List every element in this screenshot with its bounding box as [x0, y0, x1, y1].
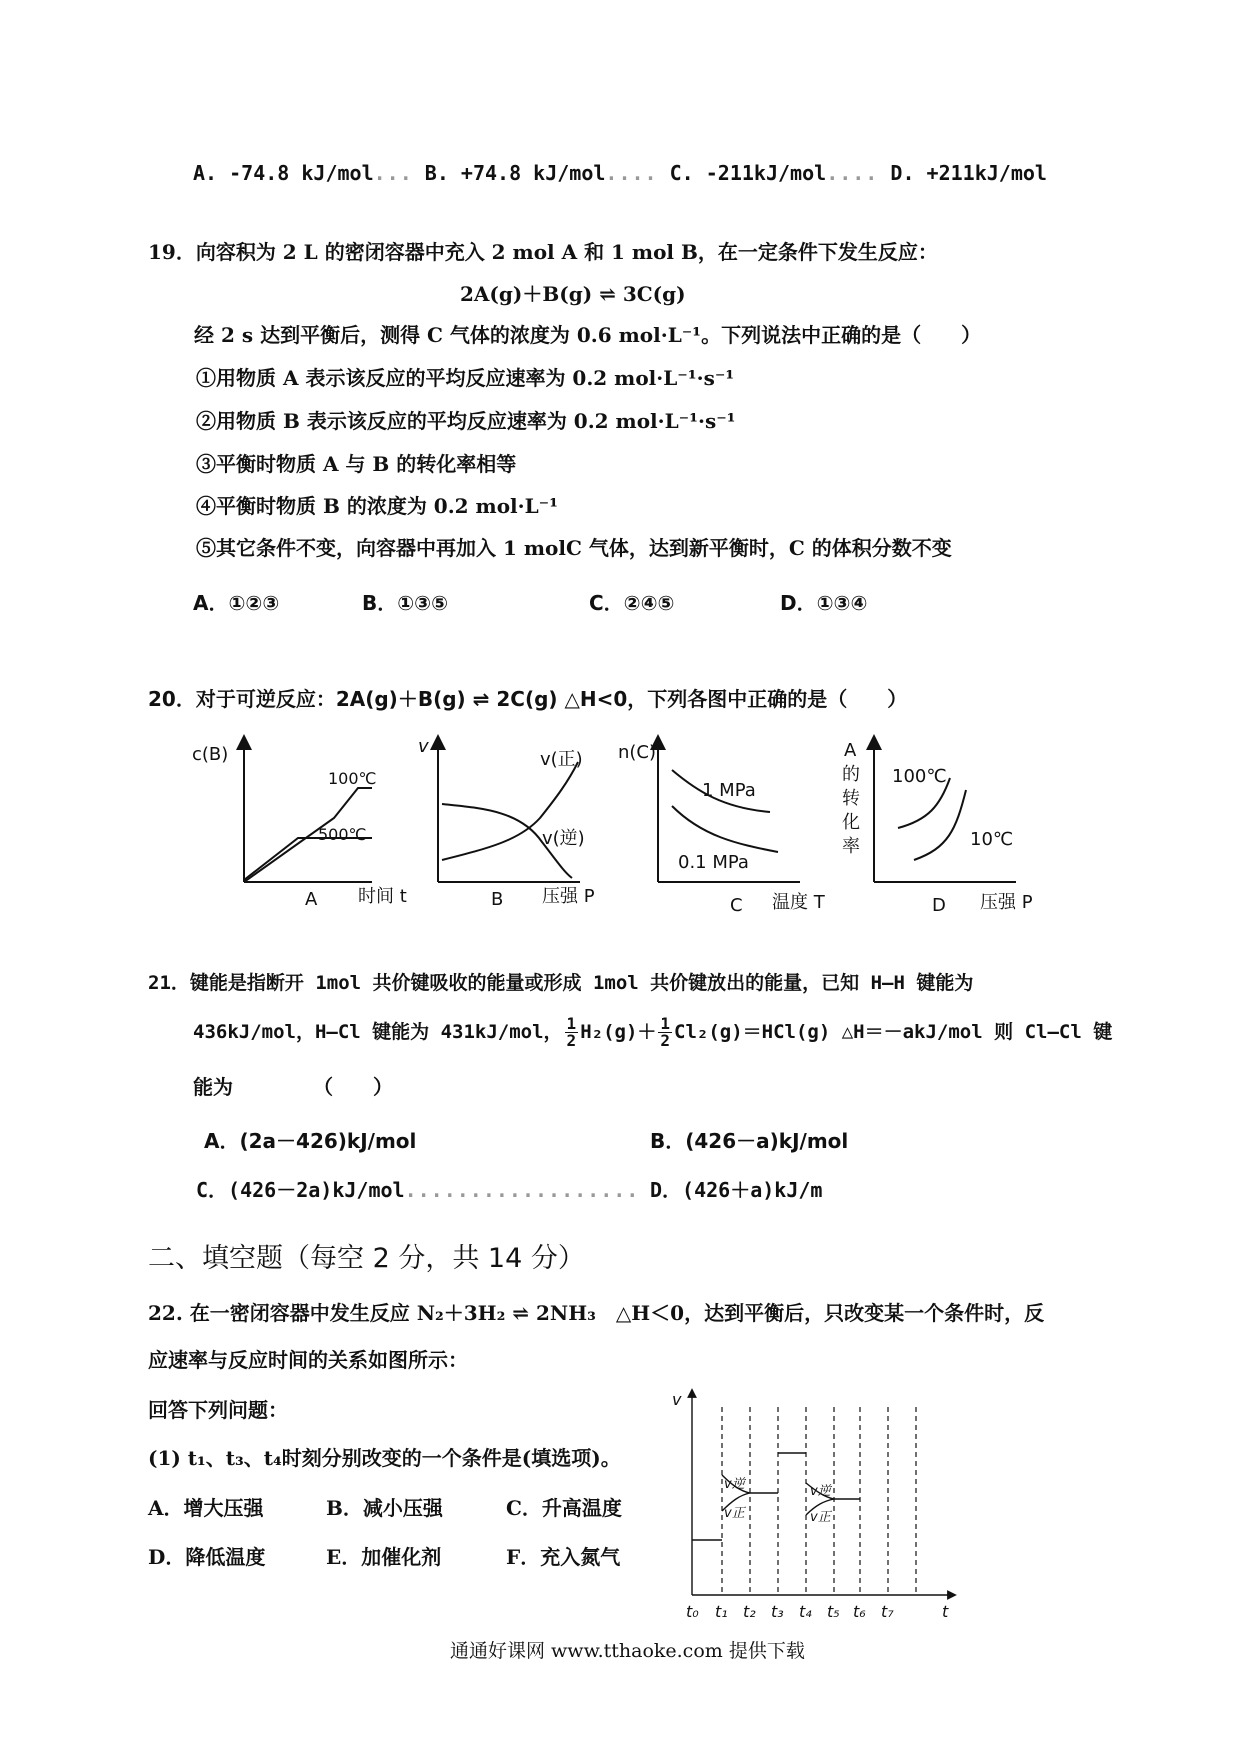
q19-statement-4: ④平衡时物质 B 的浓度为 0.2 mol·L⁻¹: [196, 494, 558, 518]
graph-b-letter: B: [491, 889, 504, 910]
graph-d-ylabel-3: 转: [842, 788, 860, 809]
q22-option-a: A．增大压强: [148, 1496, 264, 1520]
q21-h2: H₂(g)＋: [580, 1021, 657, 1043]
q21-line2-text: 436kJ/mol，H—Cl 键能为 431kJ/mol，: [193, 1021, 563, 1043]
q22-prompt: 回答下列问题：: [148, 1398, 288, 1422]
q20-stem: 20．对于可逆反应：2A(g)＋B(g) ⇌ 2C(g) △H<0，下列各图中正确的是（ ）: [148, 687, 908, 711]
q19-option-b: B．①③⑤: [362, 591, 449, 615]
q21-fraction-2: $\frac{1}{2}$: [660, 1014, 671, 1050]
graph-d-ylabel-1: A: [844, 740, 857, 761]
section-title: 二、填空题（每空 2 分，共 14 分）: [148, 1243, 585, 1274]
q21-line1: 21．键能是指断开 1mol 共价键吸收的能量或形成 1mol 共价键放出的能量，已知 H—H 键能为: [148, 972, 974, 994]
graph-d-label-100: 100℃: [892, 766, 947, 787]
q22-line1: 22. 在一密闭容器中发生反应 N₂＋3H₂ ⇌ 2NH₃ △H＜0，达到平衡后，只改变某一个条件时，反: [148, 1301, 1045, 1325]
graph-d-ylabel-2: 的: [842, 764, 860, 785]
graph-d-label-10: 10℃: [970, 829, 1014, 850]
q22-graph-label-3: v逆: [810, 1484, 831, 1499]
q22-tick-t0: t₀: [686, 1602, 699, 1620]
q18-options: A. -74.8 kJ/mol... B. +74.8 kJ/mol.... C. -211kJ/mol.... D. +211kJ/mol: [193, 161, 1047, 185]
q19-stem: 19．向容积为 2 L 的密闭容器中充入 2 mol A 和 1 mol B，在一定条件下发生反应：: [148, 240, 938, 264]
q21-option-d: D．(426＋a)kJ/m: [650, 1178, 823, 1202]
q22-graph: [660, 1385, 970, 1620]
graph-d-letter: D: [932, 895, 946, 916]
q21-cl2: Cl₂(g)＝HCl(g) △H＝－akJ/mol 则 Cl—Cl 键: [674, 1021, 1113, 1043]
q19-option-d: D．①③④: [780, 591, 868, 615]
graph-a: [244, 742, 372, 882]
q19-statement-5: ⑤其它条件不变，向容器中再加入 1 molC 气体，达到新平衡时，C 的体积分数不变: [196, 536, 952, 560]
graph-a-ylabel: c(B): [192, 744, 229, 765]
graph-d: [874, 742, 1016, 882]
q22-tick-t7: t₇: [881, 1602, 894, 1620]
q22-tick-t6: t₆: [853, 1602, 866, 1620]
q22-option-d: D．降低温度: [148, 1545, 266, 1569]
q21-option-c: C．(426－2a)kJ/mol: [196, 1178, 405, 1202]
q22-tick-t4: t₄: [799, 1602, 812, 1620]
graph-c-label-01mpa: 0.1 MPa: [678, 852, 749, 873]
graph-a-label-100: 100℃: [328, 769, 377, 788]
q22-option-b: B．减小压强: [326, 1496, 443, 1520]
q19-statement-2: ②用物质 B 表示该反应的平均反应速率为 0.2 mol·L⁻¹·s⁻¹: [196, 409, 736, 433]
q21-option-b: B．(426－a)kJ/mol: [650, 1129, 849, 1153]
q22-graph-label-2: v正: [724, 1506, 745, 1521]
q18-option-d: D. +211kJ/mol: [890, 161, 1047, 185]
graph-a-curve-500: [244, 838, 372, 880]
q19-option-c: C．②④⑤: [589, 591, 675, 615]
q22-graph-xlabel: t: [942, 1602, 949, 1620]
q21-paren: （ ）: [313, 1075, 393, 1099]
graph-b-ylabel: v: [418, 736, 429, 757]
graph-c-letter: C: [730, 895, 743, 916]
q21-option-c-row: C．(426－2a)kJ/mol..................: [196, 1178, 640, 1202]
graph-b-label-forward: v(正): [540, 749, 583, 770]
q22-option-f: F．充入氮气: [506, 1545, 621, 1569]
graph-a-xlabel: 时间 t: [358, 886, 407, 907]
q22-option-c: C．升高温度: [506, 1496, 622, 1520]
graph-b-xlabel: 压强 P: [542, 886, 595, 907]
q19-equation: 2A(g)＋B(g) ⇌ 3C(g): [460, 282, 686, 306]
q22-tick-t3: t₃: [771, 1602, 784, 1620]
q22-line2: 应速率与反应时间的关系如图所示：: [148, 1348, 468, 1372]
q22-tick-t2: t₂: [743, 1602, 756, 1620]
q21-line3-text: 能为: [193, 1075, 233, 1099]
graph-a-letter: A: [305, 889, 318, 910]
q19-option-a: A．①②③: [193, 591, 280, 615]
graph-b-label-reverse: v(逆): [542, 828, 585, 849]
q21-option-a: A．(2a－426)kJ/mol: [204, 1129, 417, 1153]
graph-c-ylabel: n(C): [618, 742, 657, 763]
q21-fraction-1: $\frac{1}{2}$: [566, 1014, 577, 1050]
q22-tick-t1: t₁: [715, 1602, 728, 1620]
q20-graphs: [180, 730, 1060, 930]
q22-graph-label-1: v逆: [724, 1477, 745, 1492]
graph-c-curve-01mpa: [672, 806, 778, 852]
graph-d-ylabel-5: 率: [842, 836, 860, 857]
q19-stem2: 经 2 s 达到平衡后，测得 C 气体的浓度为 0.6 mol·L⁻¹。下列说法中正确的是（ ）: [194, 323, 982, 347]
q18-option-a: A. -74.8 kJ/mol: [193, 161, 374, 185]
q22-tick-t5: t₅: [827, 1602, 840, 1620]
q21-line2: [193, 1016, 1112, 1049]
q18-option-b: B. +74.8 kJ/mol: [424, 161, 606, 185]
q22-option-e: E．加催化剂: [326, 1545, 442, 1569]
q19-statement-3: ③平衡时物质 A 与 B 的转化率相等: [196, 452, 517, 476]
graph-d-ylabel-4: 化: [842, 812, 860, 833]
q21-line3: [193, 1074, 393, 1100]
graph-c-label-1mpa: 1 MPa: [702, 780, 756, 801]
q19-statement-1: ①用物质 A 表示该反应的平均反应速率为 0.2 mol·L⁻¹·s⁻¹: [196, 366, 735, 390]
q18-option-c: C. -211kJ/mol: [669, 161, 827, 185]
graph-c-xlabel: 温度 T: [772, 892, 825, 913]
q22-sub1: (1) t₁、t₃、t₄时刻分别改变的一个条件是(填选项)。: [148, 1446, 621, 1470]
graph-d-xlabel: 压强 P: [980, 892, 1033, 913]
footer-text: 通通好课网 www.tthaoke.com 提供下载: [450, 1640, 805, 1662]
graph-a-label-500: 500℃: [318, 825, 367, 844]
q22-graph-ylabel: v: [672, 1390, 682, 1409]
q22-graph-label-4: v正: [810, 1510, 831, 1525]
